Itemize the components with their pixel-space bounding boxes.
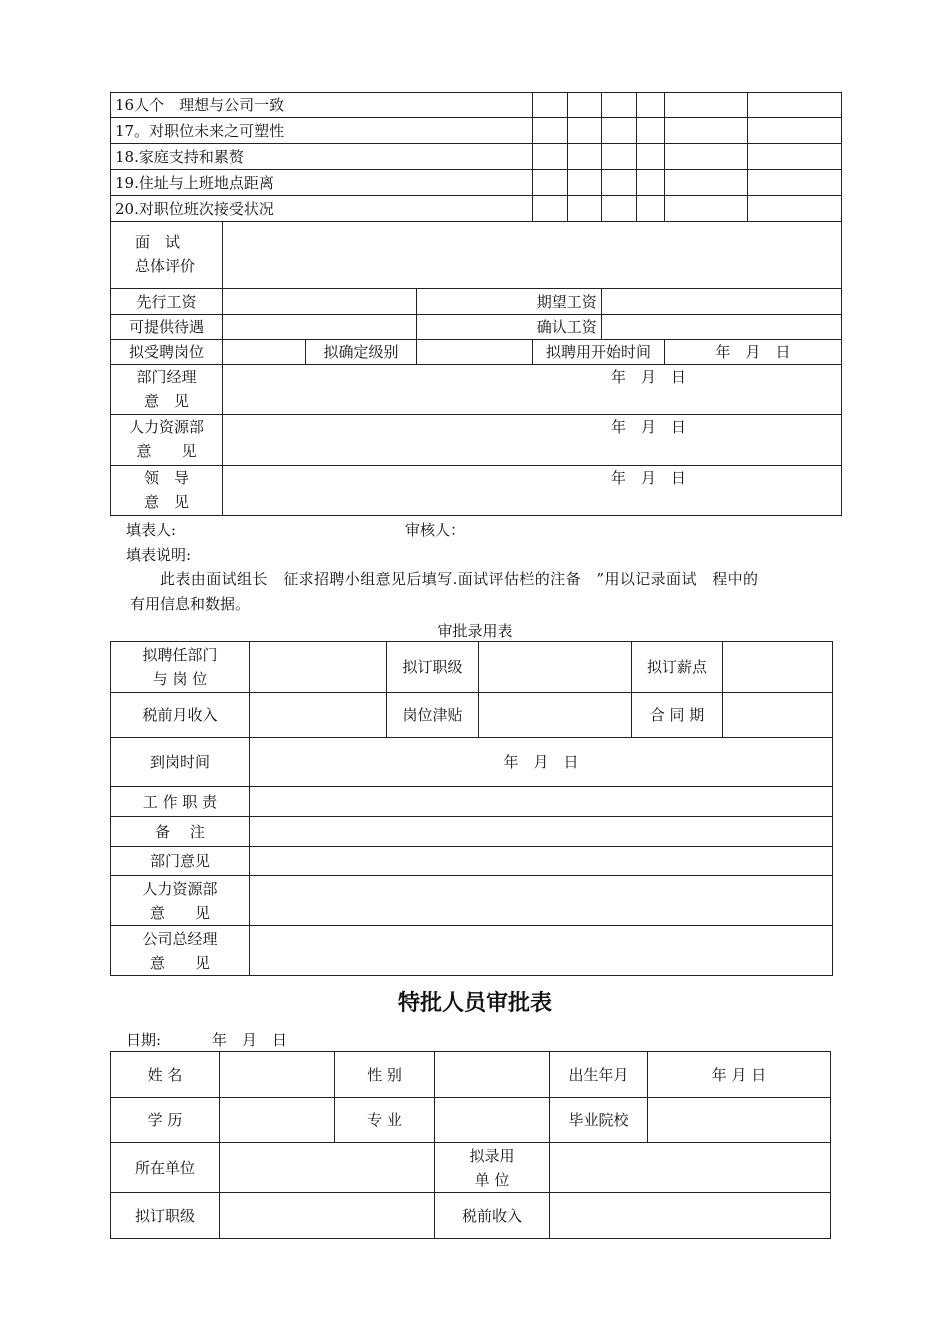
contract-label: 合 同 期 (632, 693, 723, 738)
name-label: 姓 名 (111, 1052, 220, 1098)
start-time-field[interactable]: 年 月 日 (665, 340, 842, 365)
eval-item-17: 17。对职位未来之可塑性 (111, 118, 533, 144)
hire-unit-line1: 拟录用 (469, 1146, 515, 1165)
name-field[interactable] (220, 1052, 335, 1098)
remark-cell[interactable] (748, 196, 842, 222)
date-value: 年 月 日 (212, 1031, 288, 1049)
score-cell[interactable] (602, 144, 637, 170)
hire-unit-field[interactable] (550, 1143, 831, 1193)
hr-label-line1: 人力资源部 (128, 418, 204, 436)
overall-label-line2: 总体评价 (135, 257, 196, 275)
hr-label-line2: 意 见 (136, 442, 197, 460)
eval-item-20: 20.对职位班次接受状况 (111, 196, 533, 222)
score-cell[interactable] (602, 93, 637, 118)
gender-field[interactable] (435, 1052, 550, 1098)
special-pretax-label: 税前收入 (435, 1193, 550, 1239)
score-cell[interactable] (665, 144, 748, 170)
overall-evaluation-label (111, 222, 223, 289)
score-cell[interactable] (602, 196, 637, 222)
rank-label: 拟订职级 (387, 642, 479, 693)
score-cell[interactable] (533, 118, 568, 144)
score-cell[interactable] (637, 118, 665, 144)
gm-opinion-label (111, 926, 250, 976)
employer-label: 所在单位 (111, 1143, 220, 1193)
duties-label: 工 作 职 责 (111, 787, 250, 817)
score-cell[interactable] (637, 144, 665, 170)
eval-item-19: 19.住址与上班地点距离 (111, 170, 533, 196)
hr-opinion-field[interactable] (250, 876, 833, 926)
reviewer-label: 审核人： (405, 521, 466, 539)
score-cell[interactable] (568, 170, 602, 196)
date-label: 日期: (126, 1031, 162, 1049)
hr-opinion-line2: 意 见 (149, 903, 210, 922)
overall-label-line1: 面 试 (135, 233, 181, 251)
eval-item-18: 18.家庭支持和累赘 (111, 144, 533, 170)
score-cell[interactable] (568, 196, 602, 222)
leader-label (111, 466, 223, 516)
arrival-time-field[interactable]: 年 月 日 (250, 738, 833, 787)
dept-opinion-field[interactable] (250, 847, 833, 876)
score-cell[interactable] (665, 196, 748, 222)
leader-label-line2: 意 见 (143, 493, 189, 511)
remark-cell[interactable] (748, 170, 842, 196)
score-cell[interactable] (637, 170, 665, 196)
score-cell[interactable] (533, 144, 568, 170)
current-salary-field[interactable] (223, 289, 417, 315)
duties-field[interactable] (250, 787, 833, 817)
hire-unit-label (435, 1143, 550, 1193)
confirmed-salary-field[interactable] (602, 315, 842, 340)
blank-cell (417, 289, 533, 315)
special-approval-table (110, 1051, 831, 1239)
gm-opinion-field[interactable] (250, 926, 833, 976)
pretax-income-label: 税前月收入 (111, 693, 250, 738)
score-cell[interactable] (637, 196, 665, 222)
hr-opinion[interactable]: 年 月 日 (223, 415, 842, 466)
score-cell[interactable] (568, 118, 602, 144)
leader-label-line1: 领 导 (143, 469, 189, 487)
level-field[interactable] (417, 340, 533, 365)
hire-dept-field[interactable] (250, 642, 387, 693)
gm-opinion-line2: 意 见 (149, 953, 210, 972)
special-pretax-field[interactable] (550, 1193, 831, 1239)
score-cell[interactable] (533, 170, 568, 196)
hire-dept-line2: 与 岗 位 (152, 670, 208, 688)
start-time-label: 拟聘用开始时间 (533, 340, 665, 365)
remark-cell[interactable] (748, 93, 842, 118)
special-rank-label: 拟订职级 (111, 1193, 220, 1239)
remark-cell[interactable] (748, 118, 842, 144)
score-cell[interactable] (602, 118, 637, 144)
hire-dept-label (111, 642, 250, 693)
major-field[interactable] (435, 1098, 550, 1143)
hr-opinion-label (111, 876, 250, 926)
hr-label (111, 415, 223, 466)
hire-dept-line1: 拟聘任部门 (142, 646, 218, 664)
blank-cell (417, 315, 533, 340)
remarks-label: 备 注 (111, 817, 250, 847)
education-label: 学 历 (111, 1098, 220, 1143)
benefits-field[interactable] (223, 315, 417, 340)
score-cell[interactable] (533, 196, 568, 222)
score-cell[interactable] (665, 170, 748, 196)
hr-opinion-line1: 人力资源部 (142, 879, 218, 898)
salary-point-label: 拟订薪点 (632, 642, 723, 693)
dept-label-line1: 部门经理 (136, 368, 197, 386)
employer-field[interactable] (220, 1143, 435, 1193)
score-cell[interactable] (602, 170, 637, 196)
school-label: 毕业院校 (550, 1098, 648, 1143)
position-label: 拟受聘岗位 (111, 340, 223, 365)
confirmed-salary-label: 确认工资 (533, 315, 602, 340)
birth-label: 出生年月 (550, 1052, 648, 1098)
score-cell[interactable] (533, 93, 568, 118)
special-rank-field[interactable] (220, 1193, 435, 1239)
score-cell[interactable] (568, 93, 602, 118)
dept-opinion-label: 部门意见 (111, 847, 250, 876)
notes-line-1: 此表由面试组长 征求招聘小组意见后填写.面试评估栏的注备 ”用以记录面试 程中的 (160, 570, 759, 588)
dept-manager-label (111, 365, 223, 415)
score-cell[interactable] (568, 144, 602, 170)
remarks-field[interactable] (250, 817, 833, 847)
salary-point-field[interactable] (723, 642, 833, 693)
arrival-time-label: 到岗时间 (111, 738, 250, 787)
overall-evaluation-field[interactable] (223, 222, 842, 289)
rank-field[interactable] (479, 642, 632, 693)
eval-item-16: 16人个 理想与公司一致 (111, 93, 533, 118)
position-field[interactable] (223, 340, 306, 365)
expected-salary-label: 期望工资 (533, 289, 602, 315)
evaluation-table (110, 92, 842, 516)
notes-title: 填表说明: (126, 546, 192, 564)
school-field[interactable] (648, 1098, 831, 1143)
remark-cell[interactable] (748, 144, 842, 170)
special-approval-title: 特批人员审批表 (397, 991, 552, 1016)
contract-field[interactable] (723, 693, 833, 738)
education-field[interactable] (220, 1098, 335, 1143)
approval-table-title: 审批录用表 (437, 622, 513, 640)
pretax-income-field[interactable] (250, 693, 387, 738)
notes-line-2: 有用信息和数据。 (130, 595, 251, 613)
benefits-label: 可提供待遇 (111, 315, 223, 340)
expected-salary-field[interactable] (602, 289, 842, 315)
gm-opinion-line1: 公司总经理 (142, 929, 218, 948)
birth-field[interactable]: 年 月 日 (648, 1052, 831, 1098)
major-label: 专 业 (335, 1098, 435, 1143)
score-cell[interactable] (665, 93, 748, 118)
dept-label-line2: 意 见 (143, 392, 189, 410)
score-cell[interactable] (665, 118, 748, 144)
hire-unit-line2: 单 位 (474, 1170, 510, 1189)
dept-manager-opinion[interactable]: 年 月 日 (223, 365, 842, 415)
allowance-field[interactable] (479, 693, 632, 738)
filler-label: 填表人: (126, 521, 177, 539)
gender-label: 性 别 (335, 1052, 435, 1098)
score-cell[interactable] (637, 93, 665, 118)
leader-opinion[interactable]: 年 月 日 (223, 466, 842, 516)
approval-table (110, 641, 833, 976)
current-salary-label: 先行工资 (111, 289, 223, 315)
level-label: 拟确定级别 (306, 340, 417, 365)
allowance-label: 岗位津贴 (387, 693, 479, 738)
